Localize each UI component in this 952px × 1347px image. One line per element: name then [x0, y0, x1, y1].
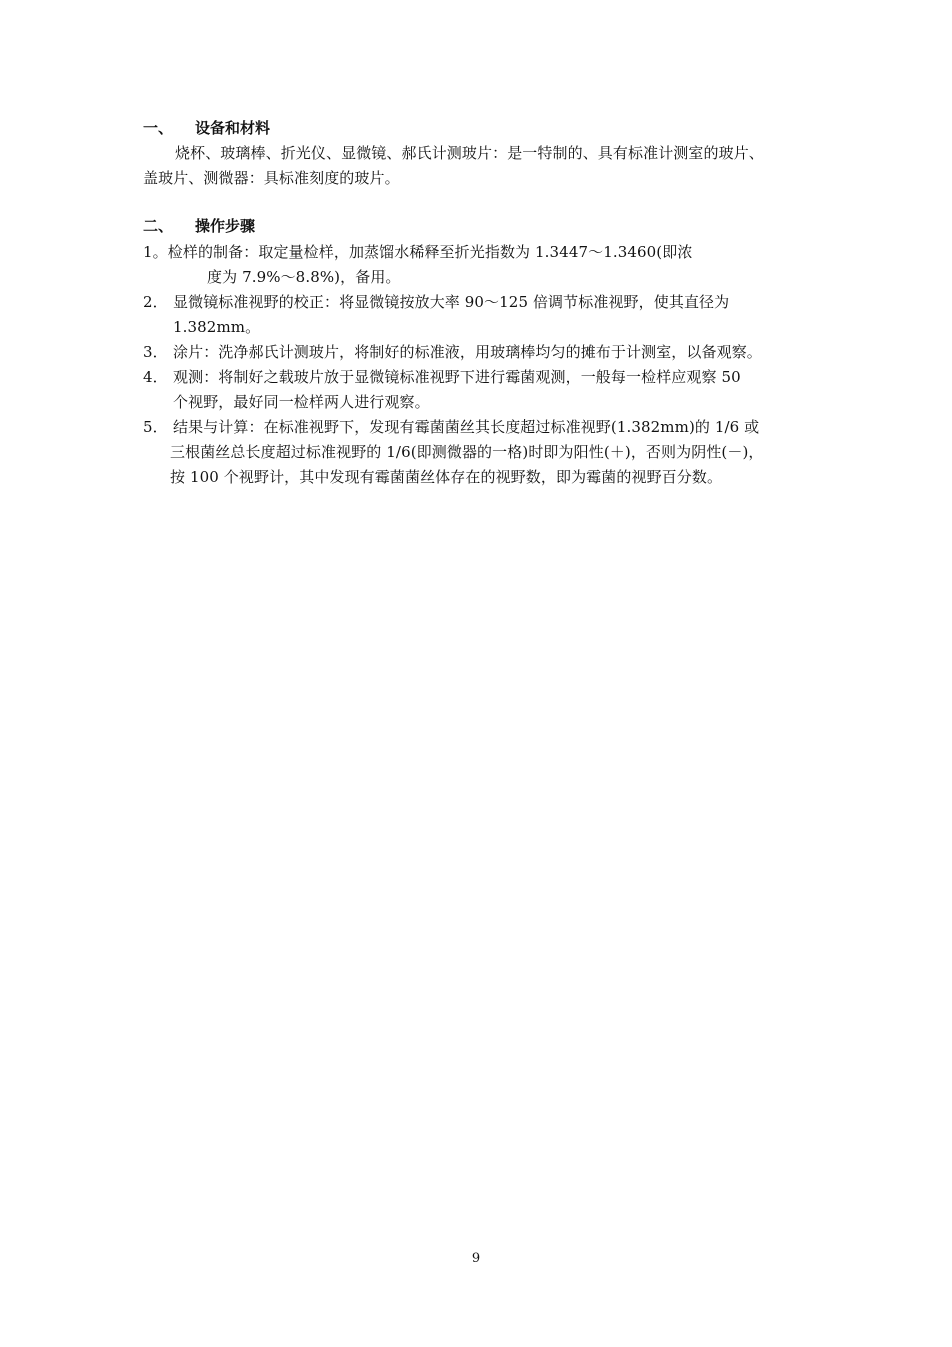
section-title: 设备和材料 — [195, 119, 271, 137]
item-number: 3． — [143, 343, 168, 361]
section-heading-equipment — [143, 118, 270, 138]
list-item-1 — [143, 240, 692, 264]
item-number: 2． — [143, 293, 168, 311]
list-item-2 — [143, 290, 729, 314]
list-item-5-continuation: 按 100 个视野计，其中发现有霉菌菌丝体存在的视野数，即为霉菌的视野百分数。 — [170, 468, 723, 486]
list-item-4 — [143, 365, 741, 389]
item-number: 1。 — [143, 243, 168, 261]
paragraph-line: 盖玻片、测微器：具标准刻度的玻片。 — [143, 169, 400, 187]
list-item-1-continuation: 度为 7.9%～8.8%)，备用。 — [207, 268, 401, 286]
list-item-5-continuation: 三根菌丝总长度超过标准视野的 1/6(即测微器的一格)时即为阳性(＋)，否则为阴性(－)， — [170, 443, 764, 461]
item-text: 观测：将制好之载玻片放于显微镜标准视野下进行霉菌观测，一般每一检样应观察 50 — [173, 368, 741, 386]
item-text: 涂片：洗净郝氏计测玻片，将制好的标准液，用玻璃棒均匀的摊布于计测室，以备观察。 — [173, 343, 762, 361]
item-text: 显微镜标准视野的校正：将显微镜按放大率 90～125 倍调节标准视野，使其直径为 — [173, 293, 730, 311]
item-text: 检样的制备：取定量检样，加蒸馏水稀释至折光指数为 1.3447～1.3460(即浓 — [167, 243, 693, 261]
item-text: 结果与计算：在标准视野下，发现有霉菌菌丝其长度超过标准视野(1.382mm)的 1/6 或 — [173, 418, 760, 436]
page-number: 9 — [471, 1251, 481, 1266]
list-item-2-continuation: 1.382mm。 — [173, 318, 261, 336]
item-number: 5． — [143, 418, 168, 436]
list-item-3 — [143, 340, 762, 364]
section-title: 操作步骤 — [195, 217, 256, 235]
section-heading-procedure — [143, 216, 255, 236]
item-number: 4． — [143, 368, 168, 386]
paragraph-line: 烧杯、玻璃棒、折光仪、显微镜、郝氏计测玻片：是一特制的、具有标准计测室的玻片、 — [175, 144, 764, 162]
list-item-4-continuation: 个视野，最好同一检样两人进行观察。 — [173, 393, 430, 411]
section-number: 二、 — [143, 217, 174, 235]
section-number: 一、 — [143, 119, 174, 137]
list-item-5 — [143, 415, 759, 439]
